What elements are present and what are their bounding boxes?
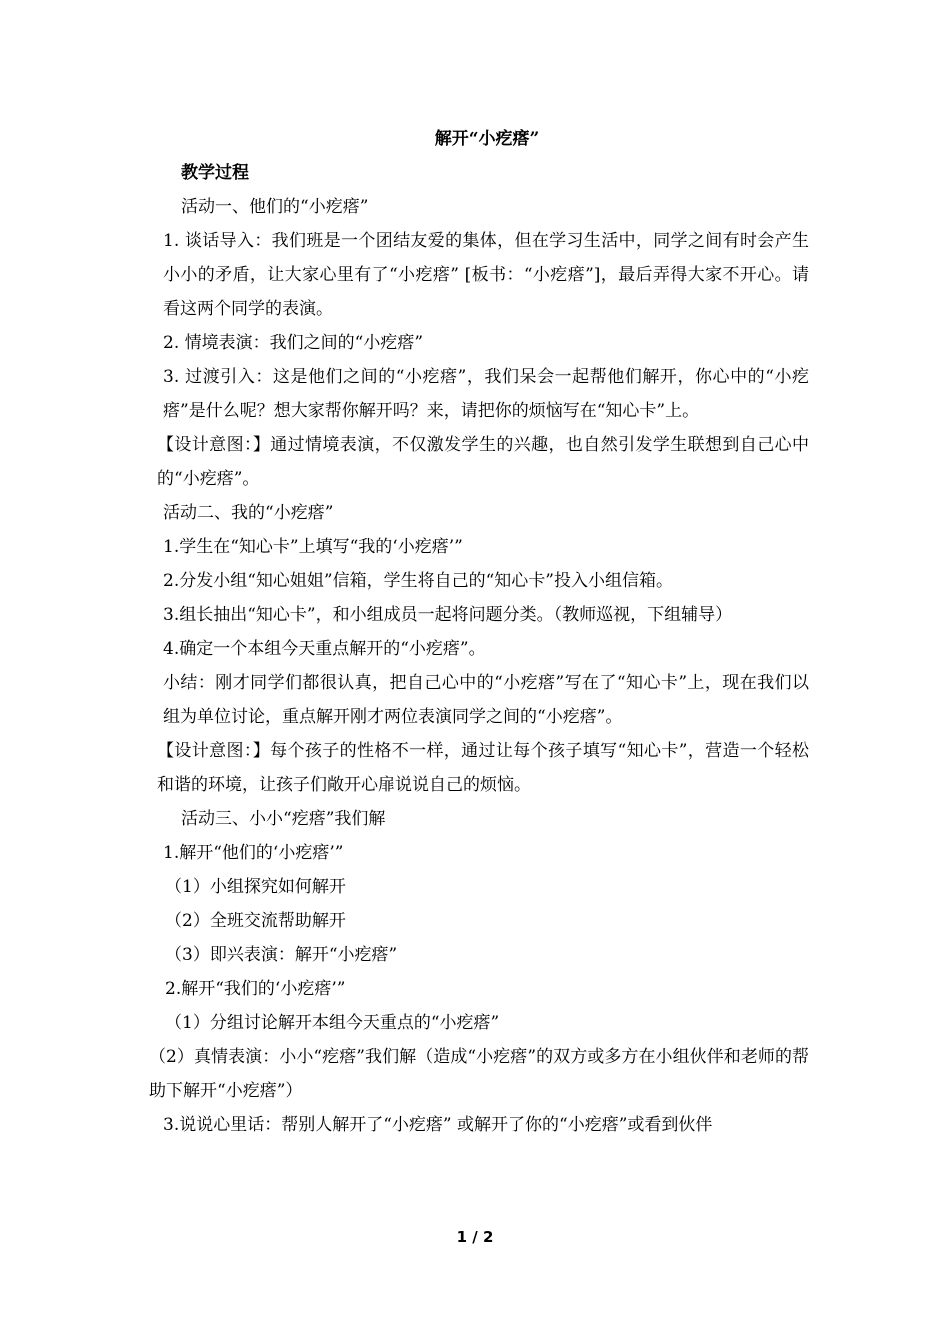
summary: 小结：刚才同学们都很认真，把自己心中的“小疙瘩”写在了“知心卡”上，现在我们以组为单位讨论，重点解开刚才两位表演同学之间的“小疙瘩”。 <box>163 673 809 727</box>
sub-item: （2）真情表演：小小“疙瘩”我们解（造成“小疙瘩”的双方或多方在小组伙伴和老师的帮助下解开“小疙瘩”） <box>149 1047 809 1101</box>
page-number: 1 / 2 <box>456 1228 494 1246</box>
paragraph: 1. 谈话导入：我们班是一个团结友爱的集体，但在学习生活中，同学之间有时会产生小小的矛盾，让大家心里有了“小疙瘩” [板书：“小疙瘩”]，最后弄得大家不开心。请看这两个同学的表演。 <box>163 231 809 319</box>
list-item: 3.组长抽出“知心卡”，和小组成员一起将问题分类。（教师巡视，下组辅导） <box>163 605 733 625</box>
design-intent: 【设计意图：】通过情境表演，不仅激发学生的兴趣，也自然引发学生联想到自己心中的“小疙瘩”。 <box>157 435 809 489</box>
activity-heading: 活动二、我的“小疙瘩” <box>163 503 334 523</box>
sub-item: （1）小组探究如何解开 <box>165 877 346 897</box>
design-intent: 【设计意图：】每个孩子的性格不一样，通过让每个孩子填写“知心卡”，营造一个轻松和谐的环境，让孩子们敞开心扉说说自己的烦恼。 <box>157 741 809 795</box>
list-item: 2.分发小组“知心姐姐”信箱，学生将自己的“知心卡”投入小组信箱。 <box>163 571 673 591</box>
document-body <box>145 122 809 1142</box>
activity-heading: 活动一、他们的“小疙瘩” <box>181 197 369 217</box>
section-heading: 教学过程 <box>181 163 249 183</box>
list-item: 3.说说心里话：帮别人解开了“小疙瘩” 或解开了你的“小疙瘩”或看到伙伴 <box>163 1115 713 1135</box>
activity-heading: 活动三、小小“疙瘩”我们解 <box>181 809 386 829</box>
list-item: 1.学生在“知心卡”上填写“我的‘小疙瘩’” <box>163 537 463 557</box>
document-title: 解开“小疙瘩” <box>434 129 540 149</box>
list-item: 1.解开“他们的‘小疙瘩’” <box>163 843 344 863</box>
sub-item: （1）分组讨论解开本组今天重点的“小疙瘩” <box>165 1013 500 1033</box>
list-item: 4.确定一个本组今天重点解开的“小疙瘩”。 <box>163 639 486 659</box>
paragraph: 2. 情境表演：我们之间的“小疙瘩” <box>163 333 424 353</box>
list-item: 2.解开“我们的‘小疙瘩’” <box>165 979 346 999</box>
sub-item: （3）即兴表演：解开“小疙瘩” <box>165 945 398 965</box>
paragraph: 3. 过渡引入：这是他们之间的“小疙瘩”，我们呆会一起帮他们解开，你心中的“小疙瘩”是什么呢？想大家帮你解开吗？来，请把你的烦恼写在“知心卡”上。 <box>163 367 809 421</box>
sub-item: （2）全班交流帮助解开 <box>165 911 346 931</box>
